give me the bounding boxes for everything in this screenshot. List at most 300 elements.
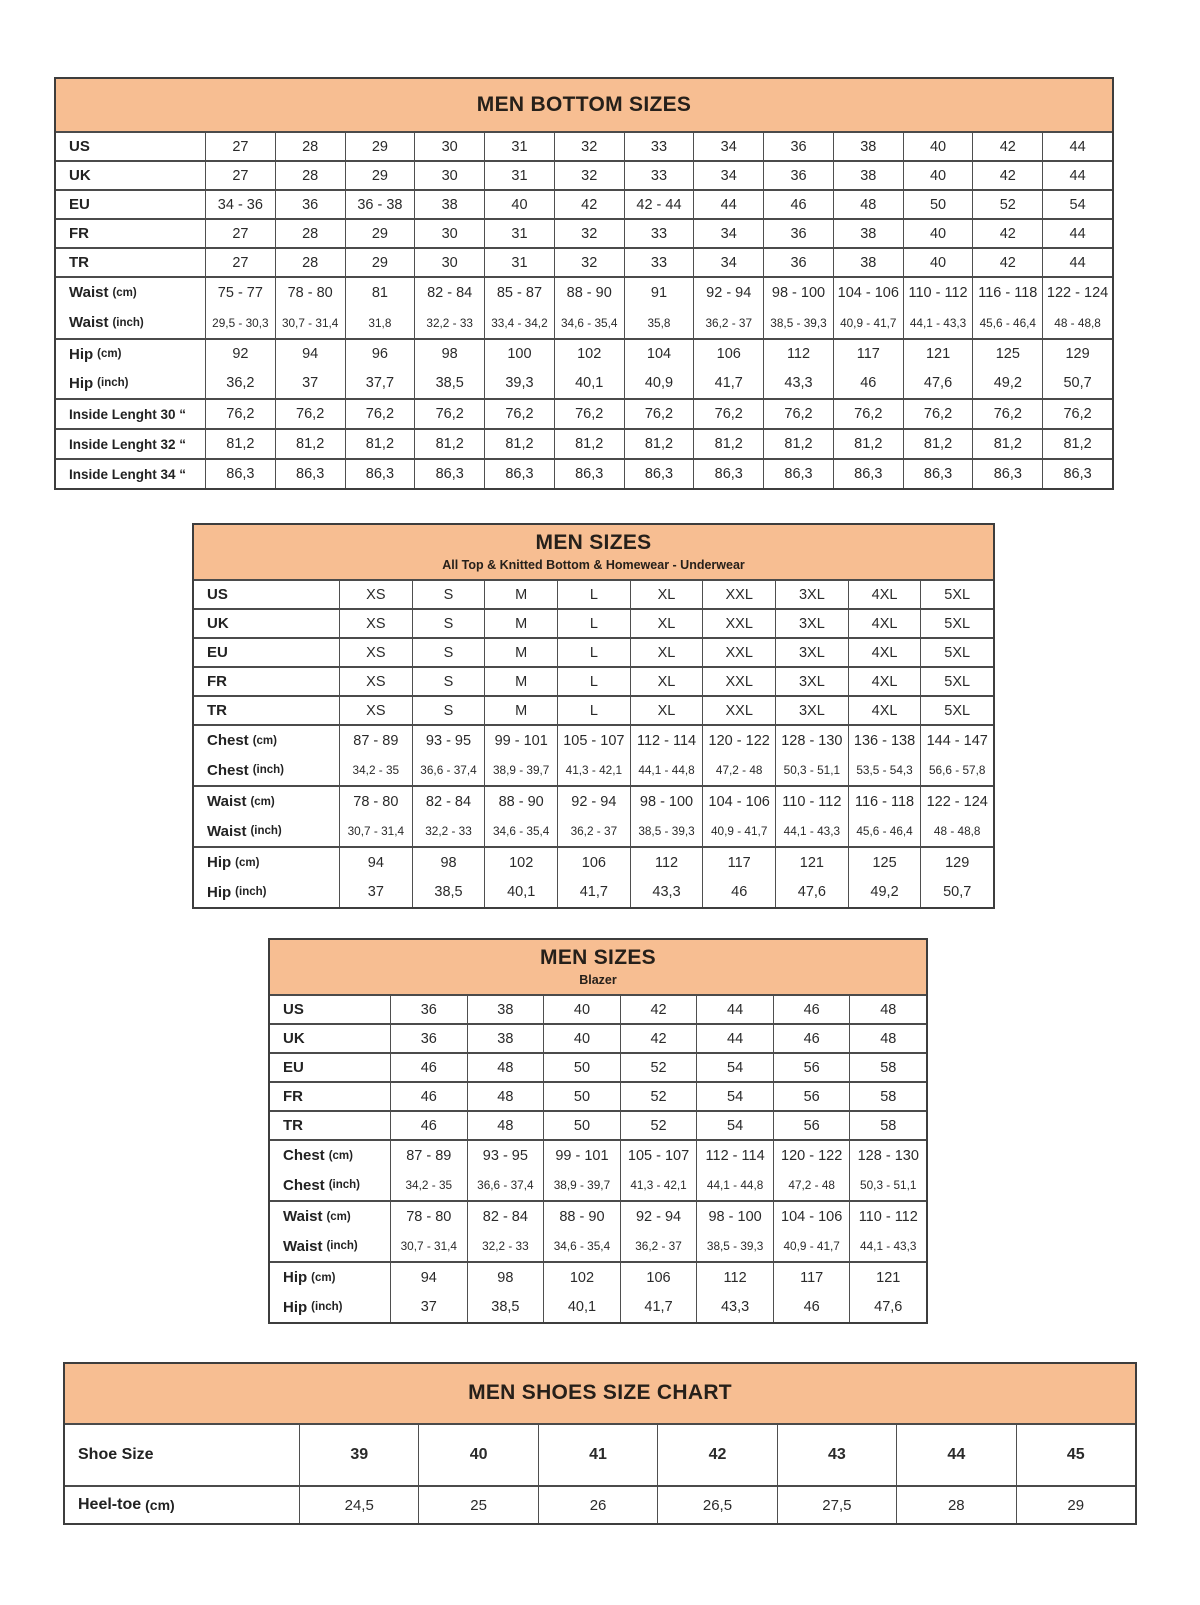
size-cell: 48 (849, 996, 926, 1023)
row-label-text: Hip (207, 883, 232, 901)
size-cell: XS (339, 639, 412, 666)
row-label (65, 1425, 299, 1485)
size-cell: 105 - 107 (620, 1141, 697, 1170)
size-cell: XS (339, 610, 412, 637)
size-cell: 125 (972, 340, 1042, 368)
size-cell: 40 (543, 1025, 620, 1052)
row-label (56, 220, 205, 247)
size-cell: 81,2 (275, 430, 345, 458)
size-cell: 98 (414, 340, 484, 368)
size-cell: 78 - 80 (339, 787, 412, 816)
size-cell: 117 (773, 1263, 850, 1292)
row-label (270, 1263, 390, 1292)
row-label (270, 1141, 390, 1170)
row-label-unit: (cm) (311, 1271, 336, 1284)
size-cell: 26 (538, 1487, 657, 1523)
size-cell: 34,6 - 35,4 (543, 1231, 620, 1261)
size-cell: 106 (620, 1263, 697, 1292)
size-cell: 42 (554, 191, 624, 218)
size-cell: 42 - 44 (624, 191, 694, 218)
size-cell: 121 (775, 848, 848, 877)
men-shoes-size-chart-table-header (65, 1364, 1135, 1423)
size-cell: 38 (414, 191, 484, 218)
size-cell: 81,2 (833, 430, 903, 458)
size-cell: 36 (763, 162, 833, 189)
size-cell: 42 (972, 133, 1042, 160)
row-label-unit: (cm) (252, 734, 277, 747)
size-cell: 3XL (775, 610, 848, 637)
row-label-text: Chest (207, 732, 249, 749)
size-cell: 32,2 - 33 (412, 816, 485, 846)
table-title: MEN SIZES (540, 946, 656, 970)
size-cell: 38,9 - 39,7 (543, 1170, 620, 1200)
size-cell: 105 - 107 (557, 726, 630, 755)
size-cell: 32 (554, 133, 624, 160)
size-cell: 46 (390, 1112, 467, 1139)
size-cell: 3XL (775, 581, 848, 608)
table-row (56, 458, 1112, 488)
size-cell: 86,3 (693, 460, 763, 488)
table-row (194, 877, 993, 907)
size-cell: 44,1 - 44,8 (696, 1170, 773, 1200)
size-cell: 38,9 - 39,7 (484, 755, 557, 785)
row-label-text: FR (69, 225, 89, 242)
row-label (56, 368, 205, 398)
size-cell: 29 (345, 133, 415, 160)
row-label-text: Chest (283, 1176, 325, 1194)
size-cell: 30 (414, 220, 484, 247)
table-row (56, 368, 1112, 398)
row-label-text: UK (69, 167, 91, 184)
size-cell: 44 (693, 191, 763, 218)
size-cell: 41,3 - 42,1 (557, 755, 630, 785)
size-cell: 31,8 (345, 307, 415, 338)
size-cell: L (557, 639, 630, 666)
size-cell: 94 (390, 1263, 467, 1292)
table-row (194, 755, 993, 785)
size-cell: 76,2 (903, 400, 973, 428)
size-cell: 32,2 - 33 (467, 1231, 544, 1261)
size-cell: 117 (833, 340, 903, 368)
size-cell: 44,1 - 43,3 (849, 1231, 926, 1261)
size-cell: M (484, 639, 557, 666)
size-cell: 42 (620, 1025, 697, 1052)
size-cell: 46 (390, 1054, 467, 1081)
size-cell: 128 - 130 (849, 1141, 926, 1170)
table-row (194, 846, 993, 877)
men-sizes-top-table-header (194, 525, 993, 579)
size-cell: 86,3 (1042, 460, 1112, 488)
table-row (56, 307, 1112, 338)
size-cell: 76,2 (345, 400, 415, 428)
size-cell: 40 (903, 162, 973, 189)
row-label-text: Hip (283, 1298, 308, 1316)
size-cell: 110 - 112 (849, 1202, 926, 1231)
size-cell: 54 (696, 1083, 773, 1110)
size-cell: M (484, 697, 557, 724)
size-cell: 98 - 100 (696, 1202, 773, 1231)
size-cell: 102 (543, 1263, 620, 1292)
table-row (270, 1292, 926, 1322)
size-cell: 46 (773, 996, 850, 1023)
size-cell: 38 (833, 133, 903, 160)
size-cell: XS (339, 697, 412, 724)
table-title: MEN SIZES (535, 531, 652, 555)
size-cell: 43,3 (763, 368, 833, 398)
size-cell: 5XL (920, 697, 993, 724)
row-label-unit: (inch) (311, 1301, 343, 1313)
size-cell: 36 (390, 996, 467, 1023)
table-row (65, 1485, 1135, 1523)
size-cell: 44 (1042, 133, 1112, 160)
size-cell: 48 (833, 191, 903, 218)
size-cell: 31 (484, 133, 554, 160)
size-cell: 76,2 (205, 400, 275, 428)
row-label (56, 133, 205, 160)
row-label-text: Hip (283, 1269, 308, 1286)
row-label (56, 278, 205, 307)
size-cell: 76,2 (1042, 400, 1112, 428)
men-sizes-blazer-table (268, 938, 928, 1324)
size-cell: 48 (467, 1112, 544, 1139)
size-cell: 27 (205, 220, 275, 247)
size-cell: 56 (773, 1054, 850, 1081)
table-row (270, 1200, 926, 1231)
row-label-unit: (cm) (112, 286, 137, 299)
size-cell: 116 - 118 (848, 787, 921, 816)
size-cell: 40 (418, 1425, 537, 1485)
row-label (65, 1487, 299, 1523)
men-bottom-sizes-table-header (56, 79, 1112, 131)
size-cell: 86,3 (763, 460, 833, 488)
size-cell: 27 (205, 162, 275, 189)
row-label (194, 848, 339, 877)
size-cell: 27,5 (777, 1487, 896, 1523)
table-row (270, 1081, 926, 1110)
size-cell: 76,2 (414, 400, 484, 428)
size-cell: 76,2 (972, 400, 1042, 428)
table-row (194, 695, 993, 724)
size-cell: 78 - 80 (275, 278, 345, 307)
row-label-unit: (cm) (97, 348, 122, 360)
size-cell: 106 (557, 848, 630, 877)
table-title: MEN BOTTOM SIZES (476, 92, 692, 116)
size-cell: 29 (345, 162, 415, 189)
table-row (270, 1261, 926, 1292)
size-cell: 98 - 100 (630, 787, 703, 816)
size-cell: 30 (414, 162, 484, 189)
row-label (56, 191, 205, 218)
size-cell: 56 (773, 1083, 850, 1110)
size-cell: 30 (414, 133, 484, 160)
size-cell: 28 (275, 220, 345, 247)
row-label-text: US (283, 1001, 304, 1018)
size-cell: 32 (554, 162, 624, 189)
size-cell: 24,5 (299, 1487, 418, 1523)
size-cell: S (412, 639, 485, 666)
row-label (194, 581, 339, 608)
size-cell: 36 (390, 1025, 467, 1052)
size-cell: 120 - 122 (702, 726, 775, 755)
size-cell: 50,3 - 51,1 (849, 1170, 926, 1200)
size-cell: 48 - 48,8 (1042, 307, 1112, 338)
size-cell: 82 - 84 (412, 787, 485, 816)
size-cell: 46 (833, 368, 903, 398)
table-row (270, 1139, 926, 1170)
size-cell: 112 (763, 340, 833, 368)
table-row (56, 189, 1112, 218)
size-cell: XL (630, 697, 703, 724)
size-cell: 34 (693, 133, 763, 160)
size-cell: 29 (1016, 1487, 1135, 1523)
table-subtitle: All Top & Knitted Bottom & Homewear - Underwear (442, 557, 745, 572)
size-cell: 42 (972, 162, 1042, 189)
size-cell: 28 (275, 133, 345, 160)
row-label (56, 249, 205, 276)
size-cell: 32,2 - 33 (414, 307, 484, 338)
size-cell: 44 (696, 1025, 773, 1052)
size-cell: 34 (693, 220, 763, 247)
size-cell: 36,2 - 37 (620, 1231, 697, 1261)
size-cell: 42 (620, 996, 697, 1023)
row-label-text: EU (283, 1059, 304, 1076)
row-label (270, 1025, 390, 1052)
size-cell: 38,5 - 39,3 (763, 307, 833, 338)
size-cell: 112 (696, 1263, 773, 1292)
size-cell: 76,2 (693, 400, 763, 428)
size-cell: 37 (390, 1292, 467, 1322)
size-cell: 40,9 - 41,7 (773, 1231, 850, 1261)
size-cell: 76,2 (275, 400, 345, 428)
size-cell: 50,7 (920, 877, 993, 907)
size-cell: L (557, 610, 630, 637)
row-label (194, 816, 339, 846)
size-cell: 36,2 (205, 368, 275, 398)
size-cell: 40 (903, 249, 973, 276)
size-cell: 85 - 87 (484, 278, 554, 307)
size-cell: 44 (1042, 220, 1112, 247)
size-cell: 76,2 (763, 400, 833, 428)
size-cell: 3XL (775, 668, 848, 695)
row-label-text: Waist (283, 1237, 323, 1255)
size-cell: 43,3 (696, 1292, 773, 1322)
size-cell: 36 (763, 249, 833, 276)
row-label (270, 1292, 390, 1322)
size-cell: 44 (896, 1425, 1015, 1485)
size-cell: 98 (412, 848, 485, 877)
size-cell: 34,2 - 35 (390, 1170, 467, 1200)
size-cell: 81,2 (484, 430, 554, 458)
size-cell: 40 (484, 191, 554, 218)
size-cell: 50,3 - 51,1 (775, 755, 848, 785)
size-cell: 29 (345, 220, 415, 247)
size-cell: 52 (620, 1083, 697, 1110)
size-cell: 125 (848, 848, 921, 877)
size-cell: 4XL (848, 639, 921, 666)
table-row (65, 1423, 1135, 1485)
size-cell: 38 (833, 162, 903, 189)
row-label-text: Inside Lenght 34 “ (69, 466, 187, 482)
size-cell: 45,6 - 46,4 (972, 307, 1042, 338)
size-cell: 98 - 100 (763, 278, 833, 307)
size-cell: 34 (693, 162, 763, 189)
size-cell: 30 (414, 249, 484, 276)
row-label-unit: (inch) (252, 764, 284, 776)
table-row (56, 338, 1112, 368)
size-cell: 87 - 89 (339, 726, 412, 755)
size-cell: 48 (849, 1025, 926, 1052)
size-cell: 36 (275, 191, 345, 218)
size-cell: 48 - 48,8 (920, 816, 993, 846)
size-cell: 92 - 94 (557, 787, 630, 816)
size-cell: XL (630, 581, 703, 608)
size-cell: 121 (849, 1263, 926, 1292)
row-label (56, 400, 205, 428)
size-cell: 46 (390, 1083, 467, 1110)
row-label-text: US (69, 138, 90, 155)
size-cell: 46 (763, 191, 833, 218)
size-cell: 39,3 (484, 368, 554, 398)
row-label-text: FR (207, 673, 227, 690)
size-cell: 33 (624, 162, 694, 189)
size-cell: S (412, 610, 485, 637)
size-cell: 36 (763, 133, 833, 160)
size-cell: 102 (484, 848, 557, 877)
size-cell: 53,5 - 54,3 (848, 755, 921, 785)
table-row (194, 608, 993, 637)
size-cell: 92 - 94 (693, 278, 763, 307)
table-row (270, 1231, 926, 1261)
size-cell: 76,2 (484, 400, 554, 428)
size-cell: 38 (833, 249, 903, 276)
size-cell: 38,5 (412, 877, 485, 907)
size-cell: 27 (205, 133, 275, 160)
size-cell: 28 (275, 249, 345, 276)
size-cell: 56,6 - 57,8 (920, 755, 993, 785)
size-cell: 99 - 101 (484, 726, 557, 755)
size-cell: M (484, 668, 557, 695)
row-label-unit: (inch) (328, 1179, 360, 1191)
table-row (194, 816, 993, 846)
size-cell: 129 (1042, 340, 1112, 368)
row-label-unit: (inch) (326, 1240, 358, 1252)
size-cell: 33 (624, 220, 694, 247)
table-row (194, 579, 993, 608)
size-cell: 36,6 - 37,4 (467, 1170, 544, 1200)
size-cell: XL (630, 639, 703, 666)
size-cell: 30,7 - 31,4 (275, 307, 345, 338)
row-label (194, 610, 339, 637)
row-label (194, 787, 339, 816)
row-label-text: Inside Lenght 32 “ (69, 436, 187, 452)
size-cell: 104 (624, 340, 694, 368)
size-cell: XS (339, 581, 412, 608)
row-label (270, 1202, 390, 1231)
size-cell: S (412, 668, 485, 695)
size-cell: 44,1 - 44,8 (630, 755, 703, 785)
size-cell: S (412, 581, 485, 608)
row-label-unit: (inch) (112, 316, 144, 329)
row-label (56, 460, 205, 488)
table-title: MEN SHOES SIZE CHART (468, 1381, 732, 1405)
men-bottom-sizes-table (54, 77, 1114, 490)
size-cell: L (557, 581, 630, 608)
row-label-text: Chest (283, 1147, 325, 1164)
size-cell: 38,5 (467, 1292, 544, 1322)
size-cell: 34 - 36 (205, 191, 275, 218)
size-cell: 50 (543, 1054, 620, 1081)
size-cell: 5XL (920, 610, 993, 637)
table-row (56, 131, 1112, 160)
size-cell: 81,2 (903, 430, 973, 458)
table-row (194, 666, 993, 695)
size-cell: 46 (773, 1025, 850, 1052)
size-cell: 34,2 - 35 (339, 755, 412, 785)
size-cell: 5XL (920, 639, 993, 666)
size-cell: 86,3 (624, 460, 694, 488)
size-cell: 86,3 (972, 460, 1042, 488)
size-cell: 104 - 106 (702, 787, 775, 816)
size-cell: 106 (693, 340, 763, 368)
size-cell: 52 (620, 1112, 697, 1139)
size-cell: 82 - 84 (414, 278, 484, 307)
size-cell: 88 - 90 (484, 787, 557, 816)
size-cell: 40 (903, 133, 973, 160)
row-label-unit: (inch) (235, 886, 267, 898)
size-cell: 5XL (920, 581, 993, 608)
size-cell: 94 (339, 848, 412, 877)
row-label (56, 162, 205, 189)
row-label (194, 668, 339, 695)
size-cell: 50 (903, 191, 973, 218)
size-cell: 29,5 - 30,3 (205, 307, 275, 338)
size-cell: XXL (702, 610, 775, 637)
row-label (270, 1112, 390, 1139)
size-cell: 112 - 114 (630, 726, 703, 755)
row-label-unit: (cm) (328, 1149, 353, 1162)
size-cell: 96 (345, 340, 415, 368)
size-cell: 81,2 (554, 430, 624, 458)
size-cell: 3XL (775, 639, 848, 666)
size-cell: 3XL (775, 697, 848, 724)
table-row (194, 785, 993, 816)
row-label-text: Shoe Size (78, 1446, 154, 1463)
size-cell: 110 - 112 (903, 278, 973, 307)
row-label-text: EU (207, 644, 228, 661)
size-cell: 93 - 95 (412, 726, 485, 755)
size-cell: 40,9 - 41,7 (833, 307, 903, 338)
row-label-text: UK (283, 1030, 305, 1047)
size-cell: 44,1 - 43,3 (775, 816, 848, 846)
row-label-text: TR (207, 702, 227, 719)
size-cell: 37 (339, 877, 412, 907)
row-label-text: TR (69, 254, 89, 271)
size-cell: 40 (543, 996, 620, 1023)
size-cell: 100 (484, 340, 554, 368)
size-cell: 38 (467, 1025, 544, 1052)
size-cell: 58 (849, 1083, 926, 1110)
size-cell: 40,1 (484, 877, 557, 907)
size-cell: 91 (624, 278, 694, 307)
size-cell: 112 - 114 (696, 1141, 773, 1170)
size-cell: 37 (275, 368, 345, 398)
size-cell: 88 - 90 (543, 1202, 620, 1231)
size-cell: 58 (849, 1054, 926, 1081)
size-cell: 40,1 (554, 368, 624, 398)
size-cell: XS (339, 668, 412, 695)
size-cell: 78 - 80 (390, 1202, 467, 1231)
size-cell: 36,6 - 37,4 (412, 755, 485, 785)
